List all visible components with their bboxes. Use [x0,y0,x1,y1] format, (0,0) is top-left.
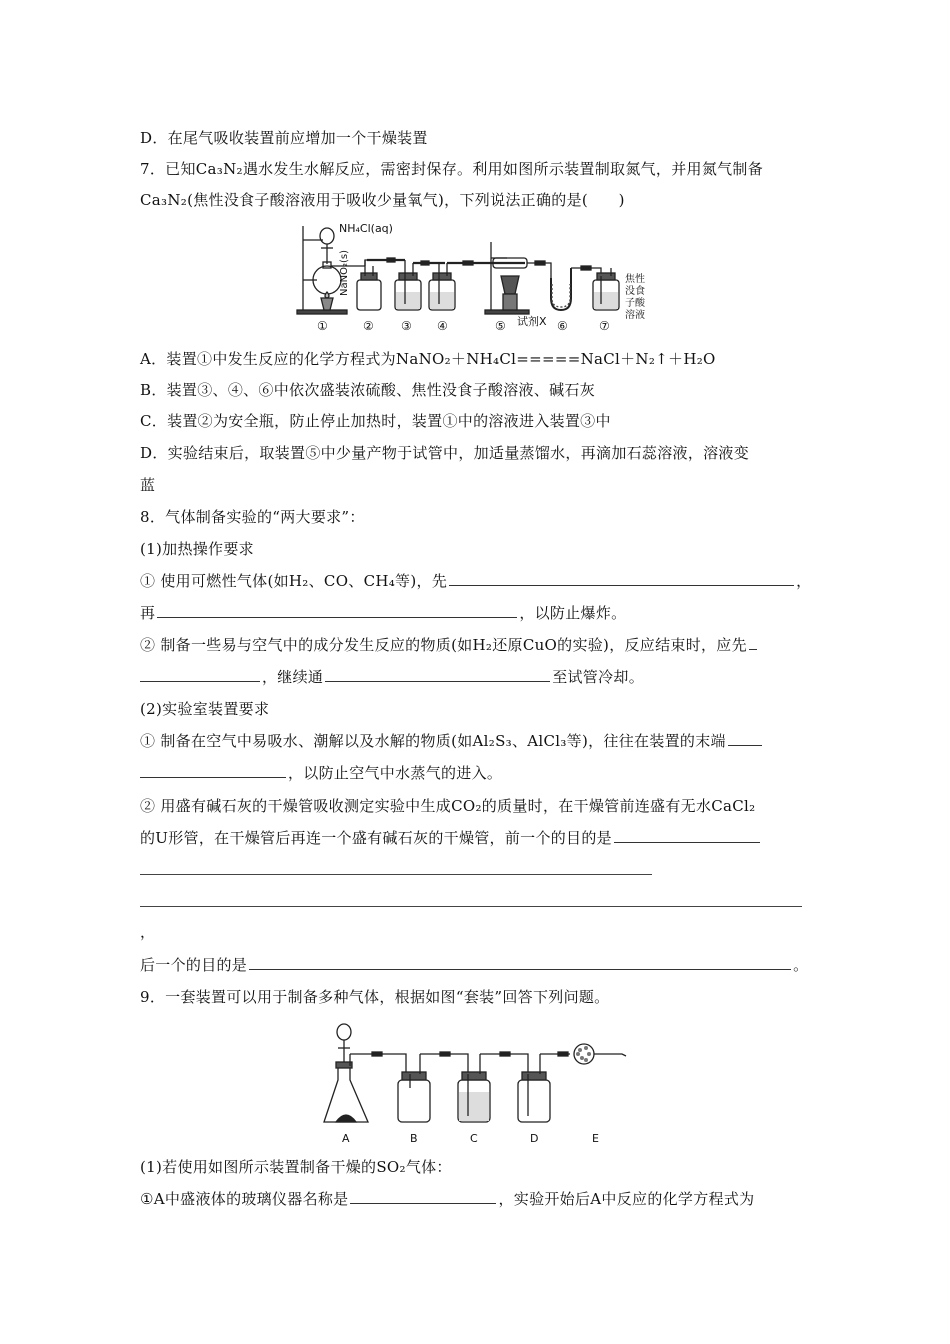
q7-option-d-line1: D．实验结束后，取装置⑤中少量产物于试管中，加适量蒸馏水，再滴加石蕊溶液，溶液变 [140,444,750,462]
q7-stem-line1: 7．已知Ca₃N₂遇水发生水解反应，需密封保存。利用如图所示装置制取氮气，并用氮气制备 [140,160,764,178]
q7-option-a: A．装置①中发生反应的化学方程式为NaNO₂＋NH₄Cl=====NaCl＋N₂↑＋H₂O [140,350,716,368]
q8-answer-blank-3b[interactable] [140,667,260,682]
q8-p1-line-a [140,571,811,591]
q9-stem: 9．一套装置可以用于制备多种气体，根据如图“套装”回答下列问题。 [140,988,610,1006]
q8-p2-b-end: ，以防止空气中水蒸气的进入。 [288,764,503,782]
q7-option-d-line2: 蓝 [140,476,156,494]
q8-p1-line-b [140,603,626,623]
q9-label-e: E [592,1132,599,1145]
q7-label-3: ③ [401,319,412,333]
q9-apparatus-svg [322,1018,634,1148]
q8-p1-a-end: ， [796,572,812,590]
q9-label-d: D [530,1132,539,1145]
q7-option-c: C．装置②为安全瓶，防止停止加热时，装置①中的溶液进入装置③中 [140,412,611,430]
q8-answer-blank-3a[interactable] [749,635,757,650]
q7-stem-line2: Ca₃N₂(焦性没食子酸溶液用于吸收少量氧气)，下列说法正确的是( ) [140,191,625,209]
q8-p2-d-text: 的U形管，在干燥管后再连一个盛有碱石灰的干燥管，前一个的目的是 [140,829,612,847]
q8-p1-line-c [140,635,759,655]
q7-label-5: ⑤ [495,319,506,333]
q9-sub1: (1)若使用如图所示装置制备干燥的SO₂气体： [140,1158,452,1176]
q8-p1-line-d [140,667,644,687]
q9-sub1-a-text: ①A中盛液体的玻璃仪器名称是 [140,1190,349,1208]
q7-label-6: ⑥ [557,319,568,333]
q8-answer-blank-2[interactable] [157,603,517,618]
q8-p1-b-text: 再 [140,604,156,622]
q8-p2-e-end: 。 [793,956,809,974]
q7-pyrogallol-1: 焦性 [625,274,645,285]
q7-label-4: ④ [437,319,448,333]
q7-reagent-nh4cl: NH₄Cl(aq) [339,222,393,235]
q8-part1-heading: (1)加热操作要求 [140,540,254,558]
q7-apparatus-figure [295,218,655,336]
q8-p2-a-text: ① 制备在空气中易吸水、潮解以及水解的物质(如Al₂S₃、AlCl₃等)，往往在装置的末端 [140,732,726,750]
q9-sub1-line-a [140,1189,754,1209]
q7-pyrogallol-4: 溶液 [625,310,645,321]
q7-label-2: ② [363,319,374,333]
q8-answer-line-6b[interactable] [140,874,652,875]
q7-pyrogallol-3: 子酸 [625,298,645,309]
q8-part2-heading: (2)实验室装置要求 [140,700,270,718]
q8-p2-line-b [140,763,502,783]
q8-answer-blank-5b[interactable] [140,763,286,778]
q7-reagent-x: 试剂X [517,315,547,328]
q8-answer-blank-4[interactable] [325,667,550,682]
q8-p1-b-end: ，以防止爆炸。 [519,604,627,622]
q8-p2-line-a [140,731,764,751]
q9-label-a: A [342,1132,350,1145]
q7-pyrogallol-2: 没食 [625,286,645,297]
q8-p1-c-text: ② 制备一些易与空气中的成分发生反应的物质(如H₂还原CuO的实验)，反应结束时，应先 [140,636,747,654]
q6-option-d: D．在尾气吸收装置前应增加一个干燥装置 [140,129,428,147]
q8-p2-line-d [140,828,762,848]
q9-sub1-a-end: ，实验开始后A中反应的化学方程式为 [498,1190,755,1208]
q8-answer-line-6c[interactable] [140,906,802,907]
q8-answer-blank-6a[interactable] [614,828,760,843]
q9-apparatus-figure [322,1018,634,1148]
q7-label-7: ⑦ [599,319,610,333]
q9-answer-blank-1[interactable] [350,1189,496,1204]
q8-p1-a-text: ① 使用可燃性气体(如H₂、CO、CH₄等)，先 [140,572,448,590]
q9-label-b: B [410,1132,418,1145]
q8-answer-blank-7[interactable] [249,955,791,970]
q8-p2-line-c: ② 用盛有碱石灰的干燥管吸收测定实验中生成CO₂的质量时，在干燥管前连盛有无水CaCl₂ [140,797,756,815]
q7-reagent-nano2: NaNO₂(s) [339,250,350,296]
q8-answer-blank-5a[interactable] [728,731,762,746]
q8-answer-blank-1[interactable] [449,571,794,586]
q7-apparatus-svg [295,218,655,336]
q9-label-c: C [470,1132,478,1145]
q8-p1-d-mid: ，继续通 [262,668,324,686]
q8-comma: ， [140,923,156,941]
q7-label-1: ① [317,319,328,333]
q8-title: 8．气体制备实验的“两大要求”： [140,508,365,526]
q8-p2-e-text: 后一个的目的是 [140,956,248,974]
q8-p2-line-e [140,955,808,975]
q8-p1-d-end: 至试管冷却。 [552,668,645,686]
q7-option-b: B．装置③、④、⑥中依次盛装浓硫酸、焦性没食子酸溶液、碱石灰 [140,381,596,399]
